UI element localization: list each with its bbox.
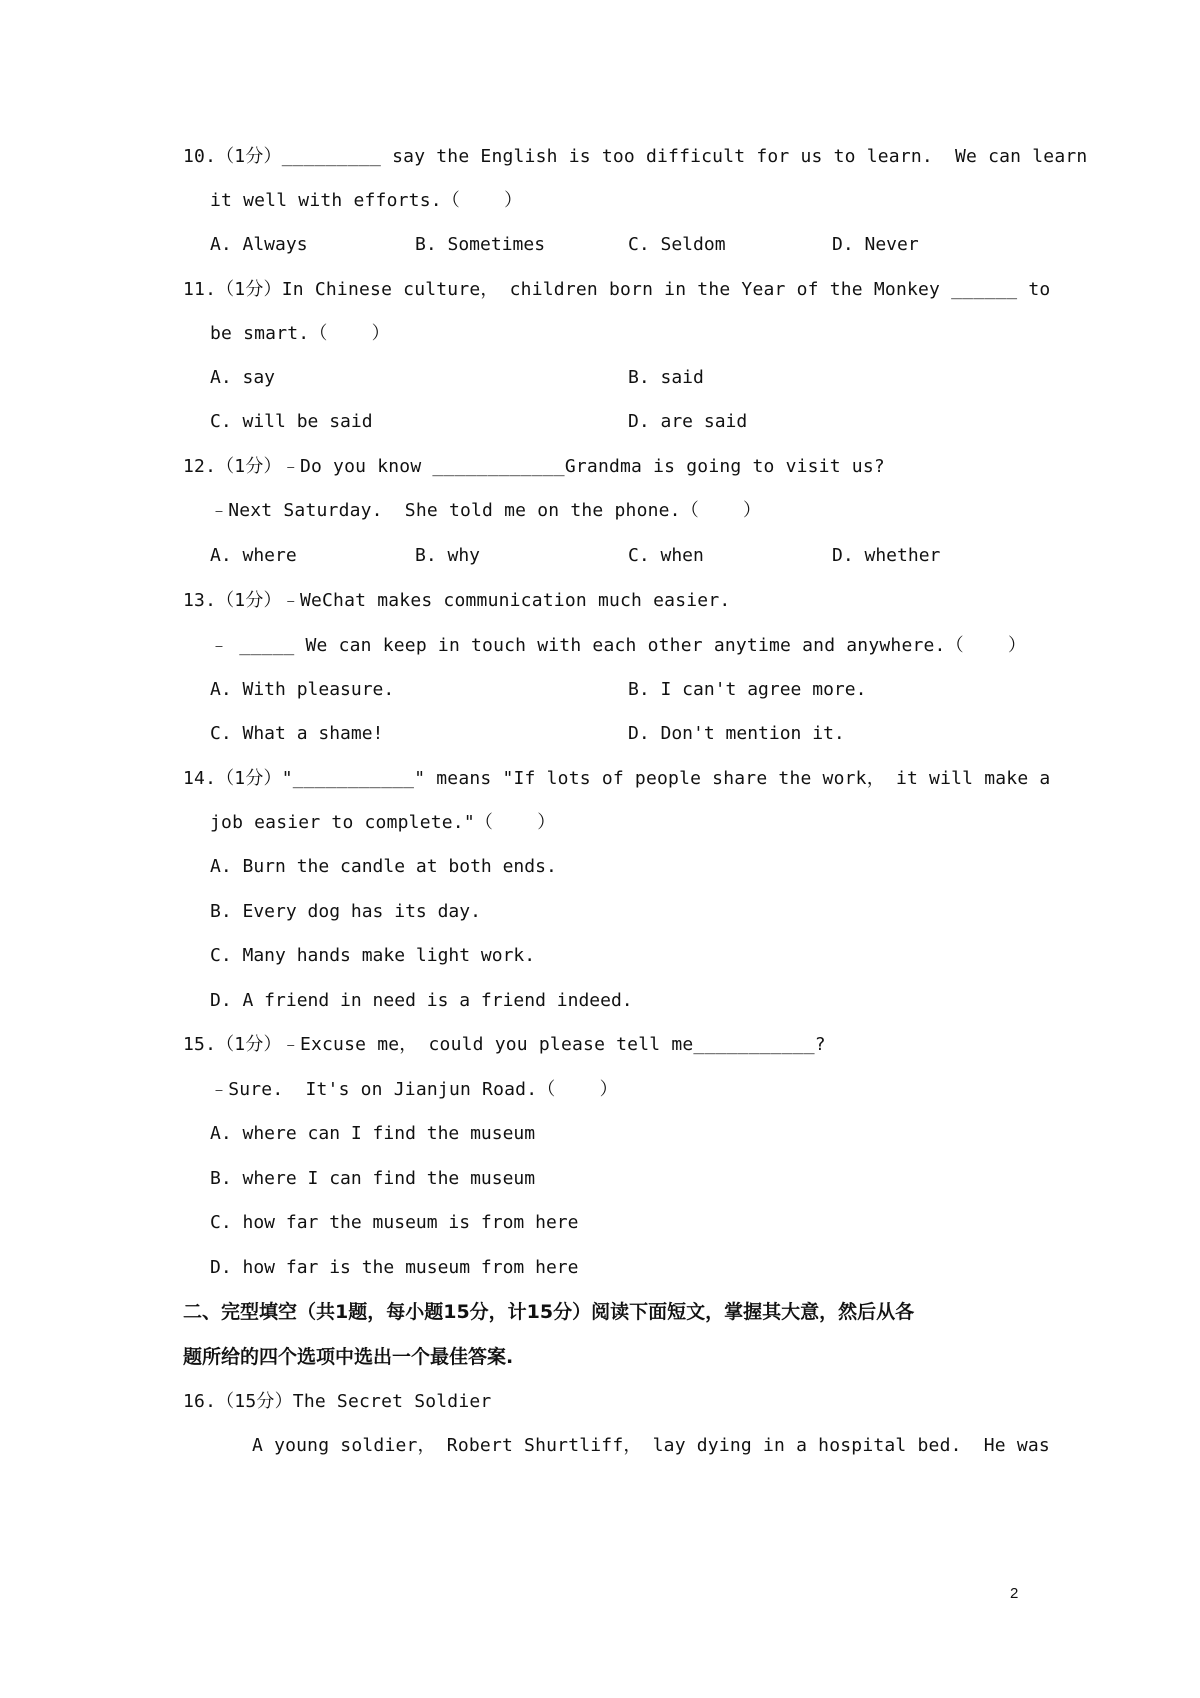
q12-option-d: D. whether: [832, 545, 941, 566]
q15-stem-line2: ﹣Sure. It's on Jianjun Road.（ ）: [210, 1079, 618, 1100]
q15-option-c: C. how far the museum is from here: [210, 1212, 579, 1233]
q15-option-b: B. where I can find the museum: [210, 1168, 536, 1189]
q16-title: 16.（15分）The Secret Soldier: [183, 1391, 492, 1412]
q11-stem-line2: be smart.（ ）: [210, 323, 390, 344]
q13-option-c: C. What a shame!: [210, 723, 384, 744]
q10-option-d: D. Never: [832, 234, 919, 255]
q15-option-a: A. where can I find the museum: [210, 1123, 536, 1144]
section2-heading-line2: 题所给的四个选项中选出一个最佳答案.: [183, 1346, 514, 1368]
q13-option-d: D. Don't mention it.: [628, 723, 845, 744]
q11-option-c: C. will be said: [210, 411, 373, 432]
q10-option-b: B. Sometimes: [415, 234, 546, 255]
q12-option-b: B. why: [415, 545, 481, 566]
q14-stem-line2: job easier to complete."（ ）: [210, 812, 556, 833]
q12-stem-line2: ﹣Next Saturday. She told me on the phone.（ ）: [210, 500, 762, 521]
q13-option-a: A. With pleasure.: [210, 679, 395, 700]
q13-stem-line2: ﹣ _____ We can keep in touch with each other anytime and anywhere.（ ）: [210, 635, 1027, 656]
page-number: 2: [1010, 1585, 1019, 1602]
q11-option-a: A. say: [210, 367, 276, 388]
q15-stem-line1: 15.（1分）﹣Excuse me， could you please tell me___________?: [183, 1034, 826, 1055]
q14-option-b: B. Every dog has its day.: [210, 901, 481, 922]
q15-option-d: D. how far is the museum from here: [210, 1257, 579, 1278]
q10-stem-line2: it well with efforts.（ ）: [210, 190, 523, 211]
q14-stem-line1: 14.（1分）"___________" means "If lots of people share the work， it will make a: [183, 768, 1051, 789]
q10-option-c: C. Seldom: [628, 234, 726, 255]
section2-heading-line1: 二、完型填空（共1题，每小题15分，计15分）阅读下面短文，掌握其大意，然后从各: [183, 1301, 915, 1323]
q12-option-a: A. where: [210, 545, 297, 566]
q16-paragraph-line1: A young soldier， Robert Shurtliff， lay dying in a hospital bed. He was: [252, 1435, 1050, 1456]
q11-option-b: B. said: [628, 367, 704, 388]
q14-option-a: A. Burn the candle at both ends.: [210, 856, 557, 877]
q10-option-a: A. Always: [210, 234, 308, 255]
q11-stem-line1: 11.（1分）In Chinese culture， children born in the Year of the Monkey ______ to: [183, 279, 1051, 300]
q12-stem-line1: 12.（1分）﹣Do you know ____________Grandma is going to visit us?: [183, 456, 885, 477]
q11-option-d: D. are said: [628, 411, 748, 432]
q10-stem-line1: 10.（1分）_________ say the English is too difficult for us to learn. We can learn: [183, 146, 1088, 167]
q12-option-c: C. when: [628, 545, 704, 566]
q13-stem-line1: 13.（1分）﹣WeChat makes communication much easier.: [183, 590, 731, 611]
q14-option-d: D. A friend in need is a friend indeed.: [210, 990, 633, 1011]
q13-option-b: B. I can't agree more.: [628, 679, 867, 700]
q14-option-c: C. Many hands make light work.: [210, 945, 536, 966]
